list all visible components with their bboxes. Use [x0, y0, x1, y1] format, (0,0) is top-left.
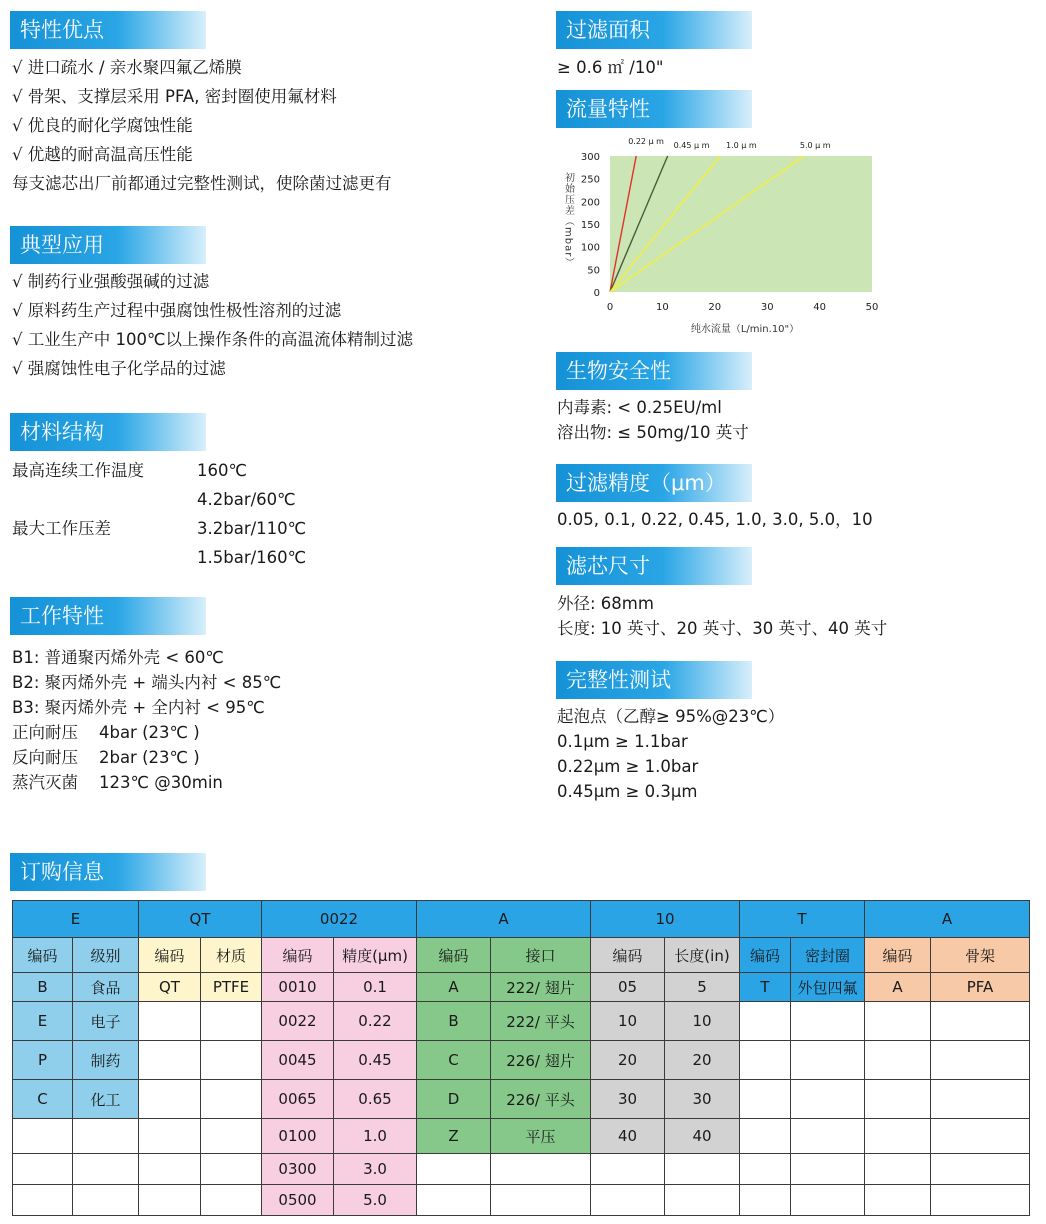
order-table-cell: A — [417, 973, 491, 1002]
order-table-cell: 20 — [591, 1041, 665, 1080]
order-code-grade: E — [13, 901, 139, 938]
size-header: 滤芯尺寸 — [556, 547, 752, 585]
order-table-cell: 0100 — [262, 1119, 334, 1154]
order-table-row — [13, 1119, 1030, 1154]
order-table-cell: 226/ 平头 — [491, 1080, 591, 1119]
order-table-cell: 1.0 — [334, 1119, 417, 1154]
applications-header: 典型应用 — [10, 226, 206, 264]
applications-list — [12, 267, 413, 383]
order-table-cell — [591, 1154, 665, 1185]
order-table-cell — [139, 1002, 201, 1041]
y-tick-label: 300 — [580, 152, 600, 163]
order-table-cell — [73, 1154, 139, 1185]
order-table-cell: 0065 — [262, 1080, 334, 1119]
order-table-cell — [201, 1119, 262, 1154]
materials-value: 3.2bar/110℃ — [197, 519, 307, 538]
order-table-row — [13, 1154, 1030, 1185]
y-tick-label: 0 — [593, 288, 600, 299]
order-table-cell: 5.0 — [334, 1185, 417, 1216]
order-table-cell: 10 — [591, 1002, 665, 1041]
order-table-cell — [201, 1154, 262, 1185]
order-table-cell: C — [417, 1041, 491, 1080]
order-table-cell — [201, 1185, 262, 1216]
size-line: 外径: 68mm — [557, 594, 654, 613]
order-table-cell: 0.65 — [334, 1080, 417, 1119]
order-column-header: 编码 — [262, 938, 334, 973]
order-table-cell — [201, 1002, 262, 1041]
order-table-cell — [931, 1154, 1030, 1185]
order-table-cell: 外包四氟 — [791, 973, 865, 1002]
area-header: 过滤面积 — [556, 11, 752, 49]
order-table-cell: 226/ 翅片 — [491, 1041, 591, 1080]
order-table-cell: 222/ 平头 — [491, 1002, 591, 1041]
working-list — [12, 645, 281, 795]
order-column-header: 密封圈 — [791, 938, 865, 973]
working-header: 工作特性 — [10, 597, 206, 635]
area-line: ≥ 0.6 ㎡ /10" — [557, 58, 664, 77]
order-table-cell — [13, 1154, 73, 1185]
order-code-frame: A — [865, 901, 1030, 938]
materials-header: 材料结构 — [10, 413, 206, 451]
series-label: 0.45 μ m — [673, 141, 710, 150]
order-table-row — [13, 1185, 1030, 1216]
features-line: √ 优良的耐化学腐蚀性能 — [12, 116, 193, 135]
order-table-cell — [791, 1185, 865, 1216]
order-code-row — [13, 901, 1030, 938]
materials-table — [12, 456, 342, 572]
order-table-cell: 0.22 — [334, 1002, 417, 1041]
order-table-cell — [865, 1119, 931, 1154]
working-line: B1: 普通聚丙烯外壳 < 60℃ — [12, 648, 224, 667]
y-tick-label: 150 — [580, 220, 600, 231]
x-tick-label: 40 — [813, 302, 826, 313]
order-column-header: 骨架 — [931, 938, 1030, 973]
working-line: B3: 聚丙烯外壳 + 全内衬 < 95℃ — [12, 698, 265, 717]
order-table-cell — [931, 1002, 1030, 1041]
order-table-cell: Z — [417, 1119, 491, 1154]
order-table-cell — [931, 1119, 1030, 1154]
materials-value: 1.5bar/160℃ — [197, 548, 307, 567]
order-table-cell — [740, 1154, 791, 1185]
application-line: √ 制药行业强酸强碱的过滤 — [12, 272, 210, 291]
order-table-cell — [13, 1119, 73, 1154]
order-column-header: 长度(in) — [665, 938, 740, 973]
y-tick-label: 250 — [580, 174, 600, 186]
materials-label: 最大工作压差 — [12, 519, 111, 538]
order-table-cell — [865, 1041, 931, 1080]
order-table-cell: B — [13, 973, 73, 1002]
features-header: 特性优点 — [10, 11, 206, 49]
size-list — [557, 591, 887, 641]
order-table-cell: 平压 — [491, 1119, 591, 1154]
plot-area — [610, 156, 872, 292]
materials-row — [12, 514, 342, 543]
order-table-cell: T — [740, 973, 791, 1002]
order-table-cell — [201, 1041, 262, 1080]
order-code-seal: T — [740, 901, 865, 938]
x-tick-label: 0 — [606, 302, 614, 313]
order-table-cell: 222/ 翅片 — [491, 973, 591, 1002]
order-table-cell: 30 — [665, 1080, 740, 1119]
biosafety-line: 溶出物: ≤ 50mg/10 英寸 — [557, 423, 749, 442]
materials-row — [12, 543, 342, 572]
series-label: 1.0 μ m — [726, 141, 757, 150]
order-column-header: 材质 — [201, 938, 262, 973]
order-table-cell — [865, 1185, 931, 1216]
order-table-cell — [791, 1119, 865, 1154]
materials-value: 160℃ — [197, 461, 248, 480]
order-table-cell: PTFE — [201, 973, 262, 1002]
biosafety-header: 生物安全性 — [556, 352, 752, 390]
order-table-cell — [665, 1154, 740, 1185]
order-column-header: 编码 — [740, 938, 791, 973]
order-table-cell — [791, 1041, 865, 1080]
order-table-cell — [931, 1080, 1030, 1119]
order-table-cell — [139, 1041, 201, 1080]
order-table-cell — [73, 1119, 139, 1154]
application-line: √ 强腐蚀性电子化学品的过滤 — [12, 359, 226, 378]
order-table-cell: A — [865, 973, 931, 1002]
order-table — [12, 900, 1030, 1216]
application-line: √ 原料药生产过程中强腐蚀性极性溶剂的过滤 — [12, 301, 342, 320]
order-column-header: 编码 — [13, 938, 73, 973]
order-table-cell — [73, 1185, 139, 1216]
x-tick-label: 20 — [708, 302, 722, 313]
order-table-cell — [139, 1154, 201, 1185]
order-table-cell: C — [13, 1080, 73, 1119]
flow-chart-svg — [556, 132, 886, 344]
order-table-cell: 10 — [665, 1002, 740, 1041]
order-table-cell — [865, 1002, 931, 1041]
x-tick-label: 30 — [760, 302, 774, 313]
integrity-line: 0.22μm ≥ 1.0bar — [557, 757, 699, 776]
precision-header: 过滤精度（μm） — [556, 464, 752, 502]
order-table-cell: 0500 — [262, 1185, 334, 1216]
order-column-header: 精度(μm) — [334, 938, 417, 973]
order-table-cell — [417, 1154, 491, 1185]
order-column-header: 编码 — [417, 938, 491, 973]
order-column-header: 编码 — [139, 938, 201, 973]
order-table-row — [13, 1002, 1030, 1041]
order-table-cell — [740, 1080, 791, 1119]
order-table-cell — [931, 1185, 1030, 1216]
order-table-cell: PFA — [931, 973, 1030, 1002]
order-table-cell — [740, 1119, 791, 1154]
flow-header: 流量特性 — [556, 90, 752, 128]
materials-label: 最高连续工作温度 — [12, 461, 144, 480]
order-table-cell — [139, 1080, 201, 1119]
order-column-header: 编码 — [865, 938, 931, 973]
order-table-cell: 0.1 — [334, 973, 417, 1002]
order-table-cell — [665, 1185, 740, 1216]
order-code-precision: 0022 — [262, 901, 417, 938]
order-table-cell — [139, 1185, 201, 1216]
order-table-cell — [417, 1185, 491, 1216]
flow-chart — [556, 132, 886, 344]
features-line: √ 骨架、支撑层采用 PFA, 密封圈使用氟材料 — [12, 87, 337, 106]
x-tick-label: 50 — [865, 302, 879, 313]
working-line: 正向耐压 4bar (23℃ ) — [12, 723, 200, 742]
order-code-connector: A — [417, 901, 591, 938]
order-table-cell — [791, 1154, 865, 1185]
integrity-line: 0.45μm ≥ 0.3μm — [557, 782, 698, 801]
order-table-cell: 0022 — [262, 1002, 334, 1041]
order-table-cell — [931, 1041, 1030, 1080]
integrity-header: 完整性测试 — [556, 661, 752, 699]
order-table-cell — [740, 1041, 791, 1080]
precision-line: 0.05, 0.1, 0.22, 0.45, 1.0, 3.0, 5.0，10 — [557, 510, 873, 529]
features-line: √ 进口疏水 / 亲水聚四氟乙烯膜 — [12, 58, 242, 77]
order-table-cell: 0045 — [262, 1041, 334, 1080]
order-table-cell — [865, 1154, 931, 1185]
order-table-cell: 电子 — [73, 1002, 139, 1041]
order-table-cell: 30 — [591, 1080, 665, 1119]
order-table-cell: 40 — [591, 1119, 665, 1154]
order-table-row — [13, 973, 1030, 1002]
order-subheader-row — [13, 938, 1030, 973]
order-table-cell — [201, 1080, 262, 1119]
order-table-row — [13, 1080, 1030, 1119]
order-table-cell — [591, 1185, 665, 1216]
order-table-cell — [139, 1119, 201, 1154]
size-line: 长度: 10 英寸、20 英寸、30 英寸、40 英寸 — [557, 619, 888, 638]
order-table-cell: 0.45 — [334, 1041, 417, 1080]
y-tick-label: 50 — [587, 265, 600, 277]
order-table-cell: 化工 — [73, 1080, 139, 1119]
x-tick-label: 10 — [656, 302, 669, 313]
order-table-cell: 20 — [665, 1041, 740, 1080]
integrity-list — [557, 704, 784, 804]
order-table-cell — [491, 1185, 591, 1216]
order-header: 订购信息 — [10, 853, 206, 891]
order-table-cell — [791, 1002, 865, 1041]
materials-row — [12, 485, 342, 514]
working-line: 蒸汽灭菌 123℃ @30min — [12, 773, 223, 792]
order-code-material: QT — [139, 901, 262, 938]
biosafety-line: 内毒素: < 0.25EU/ml — [557, 398, 722, 417]
materials-value: 4.2bar/60℃ — [197, 490, 296, 509]
y-tick-label: 100 — [580, 242, 600, 254]
order-table-body — [13, 973, 1030, 1216]
integrity-line: 0.1μm ≥ 1.1bar — [557, 732, 688, 751]
working-line: 反向耐压 2bar (23℃ ) — [12, 748, 200, 767]
order-table-cell: 05 — [591, 973, 665, 1002]
integrity-line: 起泡点（乙醇≥ 95%@23℃） — [557, 707, 785, 726]
precision-text — [557, 505, 873, 534]
order-table-cell — [740, 1002, 791, 1041]
order-table-cell: 5 — [665, 973, 740, 1002]
features-list — [12, 53, 392, 198]
order-code-length: 10 — [591, 901, 740, 938]
y-tick-label: 200 — [580, 197, 600, 209]
order-table-cell — [791, 1080, 865, 1119]
x-axis-label: 纯水流量（L/min.10"） — [690, 324, 800, 335]
series-label: 0.22 μ m — [628, 137, 664, 146]
order-table-cell: 40 — [665, 1119, 740, 1154]
order-table-cell — [865, 1080, 931, 1119]
order-column-header: 级别 — [73, 938, 139, 973]
order-table-cell — [740, 1185, 791, 1216]
working-line: B2: 聚丙烯外壳 + 端头内衬 < 85℃ — [12, 673, 282, 692]
y-axis-label: 初始压差（mbar） — [562, 172, 574, 269]
materials-row — [12, 456, 342, 485]
order-table-cell: 3.0 — [334, 1154, 417, 1185]
biosafety-list — [557, 395, 749, 445]
order-table-row — [13, 1041, 1030, 1080]
order-table-cell: B — [417, 1002, 491, 1041]
order-table-cell — [491, 1154, 591, 1185]
order-column-header: 编码 — [591, 938, 665, 973]
order-table-cell: 食品 — [73, 973, 139, 1002]
order-column-header: 接口 — [491, 938, 591, 973]
features-line: √ 优越的耐高温高压性能 — [12, 145, 193, 164]
order-table-cell: 0010 — [262, 973, 334, 1002]
area-text — [557, 53, 663, 82]
order-table-cell: 0300 — [262, 1154, 334, 1185]
order-table-cell: 制药 — [73, 1041, 139, 1080]
order-table-cell: E — [13, 1002, 73, 1041]
order-table-cell: D — [417, 1080, 491, 1119]
series-label: 5.0 μ m — [799, 141, 831, 150]
order-table-cell: P — [13, 1041, 73, 1080]
features-line: 每支滤芯出厂前都通过完整性测试，使除菌过滤更有 — [12, 174, 392, 193]
order-table-cell: QT — [139, 973, 201, 1002]
application-line: √ 工业生产中 100℃以上操作条件的高温流体精制过滤 — [12, 330, 414, 349]
order-table-cell — [13, 1185, 73, 1216]
